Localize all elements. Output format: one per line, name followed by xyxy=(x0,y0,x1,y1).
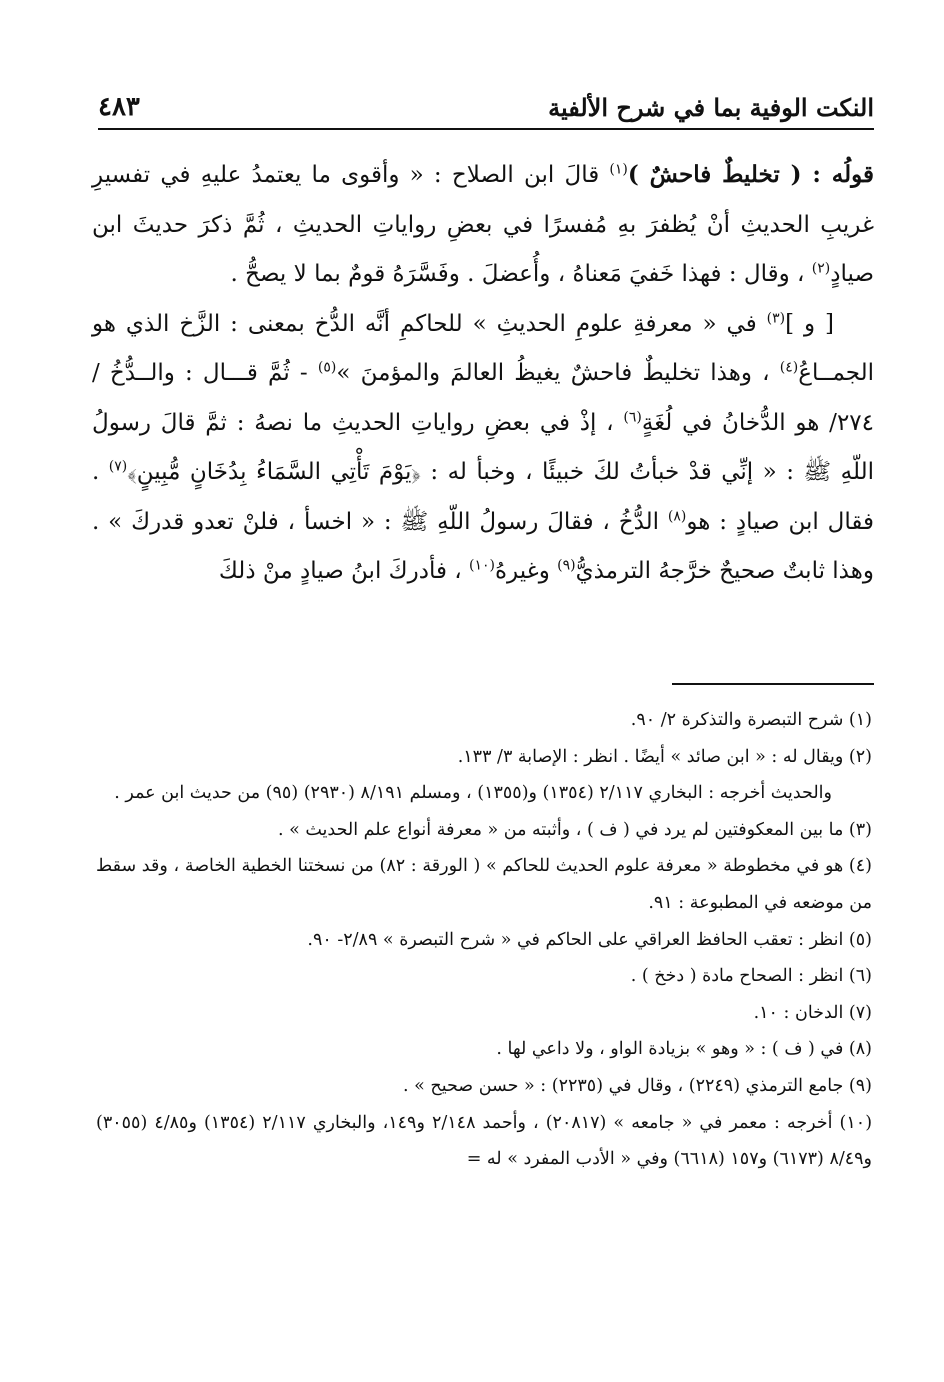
footnote-ref-8: (٨) xyxy=(667,507,687,524)
footnote-9: (٩) جامع الترمذي (٢٢٤٩) ، وقال في (٢٢٣٥) : « حسن صحيح » . xyxy=(403,1075,872,1096)
footnote-4: (٤) هو في مخطوطة « معرفة علوم الحديث للحاكم » ( الورقة : ٨٢) من نسختنا الخطية الخاصة ، وقد سقط من موضعه في المطبوعة : ٩١. xyxy=(96,856,872,913)
quran-verse: ﴿يَوْمَ تَأْتِي السَّمَاءُ بِدُخَانٍ مُّبِينٍ﴾ xyxy=(127,459,421,485)
paragraph-2-text-h: وغيرهُ xyxy=(495,558,558,584)
footnote-ref-3: (٣) xyxy=(766,309,786,326)
paragraph-2-text-d: - ثُمَّ قـــال : والــدُّخُ /٢٧٤/ هو الدُّخانُ في لُغَةٍ xyxy=(92,360,874,436)
footnote-7: (٧) الدخان : ١٠. xyxy=(753,1002,872,1023)
running-header xyxy=(98,72,874,130)
paragraph-2-text-c: ، وهذا تخليطٌ فاحشٌ يغيظُ العالمَ والمؤمنَ » xyxy=(336,360,780,386)
footnote-1: (١) شرح التبصرة والتذكرة ٢/ ٩٠. xyxy=(630,710,872,730)
main-text xyxy=(92,150,874,597)
paragraph-2-text-b: في « معرفةِ علومِ الحديثِ » للحاكمِ أنَّه الدُّخ بمعنى : الزَّخ الذي هو الجمــاعُ xyxy=(92,310,874,386)
footnote-6: (٦) انظر : الصحاح مادة ( دخخ ) . xyxy=(630,966,872,987)
bracket-insert: [ و ] xyxy=(785,310,834,337)
paragraph-1-text-a: قالَ ابن الصلاح : « وأقوى ما يعتمدُ عليهِ في تفسيرِ غريبِ الحديثِ أنْ يُظفرَ بهِ مُفسرًا في بعضِ رواياتِ الحديثِ ، ثُمَّ ذكرَ حديثَ ابن صيادٍ xyxy=(92,162,874,287)
footnote-ref-9: (٩) xyxy=(557,557,576,574)
lemma-heading: قولُه : ( تخليطٌ فاحشٌ ) xyxy=(627,161,874,188)
footnote-ref-5: (٥) xyxy=(317,359,337,376)
footnote-10: (١٠) أخرجه : معمر في « جامعه » (٢٠٨١٧) ، وأحمد ٢/١٤٨ و١٤٩، والبخاري ٢/١١٧ (١٣٥٤) و٤/٨٥ (٣٠٥٥) و٨/٤٩ (٦١٧٣) و١٥٧ (٦٦١٨) وفي « الأدب المفرد » له = xyxy=(96,1112,873,1170)
book-title: النكت الوفية بما في شرح الألفية xyxy=(548,93,874,122)
page-number: ٤٨٣ xyxy=(98,92,140,122)
footnote-ref-7: (٧) xyxy=(108,458,128,475)
footnotes xyxy=(96,702,872,1178)
paragraph-2-text-e: ، إذْ في بعضِ رواياتِ الحديثِ ما نصهُ : ثمَّ قالَ رسولُ اللّهِ ﷺ : « إنِّي قدْ خبأتُ لكَ خبيئًا ، وخبأ له : xyxy=(92,409,875,485)
paragraph-2-text-g: الدُّخُ ، فقالَ رسولُ اللّهِ ﷺ : « اخسأ ، فلنْ تعدو قدركَ » . وهذا ثابتٌ صحيحٌ خرَّجهُ الترمذيُّ xyxy=(92,508,874,584)
footnote-5: (٥) انظر : تعقب الحافظ العراقي على الحاكم في « شرح التبصرة » ٢/٨٩- ٩٠. xyxy=(307,929,872,950)
paragraph-2 xyxy=(92,300,874,597)
footnote-2-continuation: والحديث أخرجه : البخاري ٢/١١٧ (١٣٥٤) و(١٣٥٥) ، ومسلم ٨/١٩١ (٢٩٣٠) (٩٥) من حديث ابن عمر . xyxy=(114,783,832,804)
paragraph-2-text-f: . فقال ابن صيادٍ : هو xyxy=(92,459,874,535)
footnote-ref-4: (٤) xyxy=(779,359,799,376)
footnote-ref-6: (٦) xyxy=(623,408,642,425)
footnote-8: (٨) في ( ف ) : « وهو » بزيادة الواو ، ولا داعي لها . xyxy=(496,1039,872,1060)
paragraph-1 xyxy=(92,150,874,300)
footnote-ref-10: (١٠) xyxy=(469,557,495,574)
paragraph-1-text-b: ، وقال : فهذا خَفيَ مَعناهُ ، وأُعضلَ . وفَسَّرَهُ قومٌ بما لا يصحُّ . xyxy=(230,261,812,287)
footnote-separator xyxy=(672,683,874,685)
footnote-3: (٣) ما بين المعكوفتين لم يرد في ( ف ) ، وأثبته من « معرفة أنواع علم الحديث » . xyxy=(277,819,872,840)
footnote-2: (٢) ويقال له : « ابن صائد » أيضًا . انظر : الإصابة ٣/ ١٣٣. xyxy=(457,746,872,767)
paragraph-2-text-i: ، فأدركَ ابنُ صيادٍ منْ ذلكَ xyxy=(218,558,470,584)
footnote-ref-2: (٢) xyxy=(811,260,831,277)
footnote-ref-1: (١) xyxy=(609,161,628,178)
